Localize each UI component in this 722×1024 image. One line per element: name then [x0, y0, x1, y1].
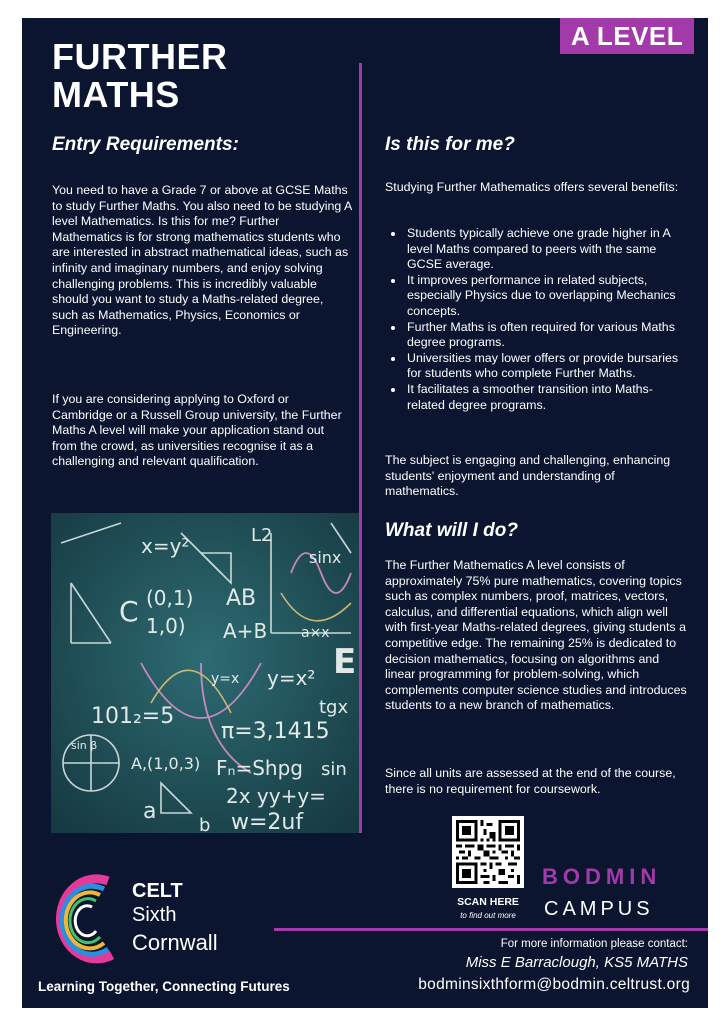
chalk-eq-12: tgx	[319, 697, 349, 718]
chalkboard-math-image	[51, 513, 359, 833]
benefit-item: It facilitates a smoother transition into Maths-related degree programs.	[385, 382, 690, 413]
page-title	[52, 38, 352, 114]
chalk-eq-22: a×x	[301, 625, 330, 641]
chalk-eq-21: E	[333, 642, 357, 682]
chalk-eq-13: A,(1,0,3)	[131, 754, 201, 773]
chalk-eq-15: sin	[321, 759, 347, 780]
is-this-for-me-heading: Is this for me?	[385, 134, 515, 155]
chalk-eq-4: (0,1)	[146, 586, 194, 610]
what-will-i-do-paragraph-1: The Further Mathematics A level consists of approximately 75% pure mathematics, covering topics such as complex numbers, proof, matrices, vectors, calculus, and differential equations, which align well with first-year Maths-related degrees, giving students a competitive edge. The remaining 25% is dedicated to decision mathematics, focusing on algorithms and linear programming for problem-solving, which complements computer science studies and introduces students to a new branch of mathematics.	[385, 558, 687, 713]
chalk-eq-14: Fₙ=Shpg	[216, 756, 303, 780]
benefit-item: Further Maths is often required for various Maths degree programs.	[385, 320, 690, 351]
horizontal-divider	[274, 928, 708, 931]
tagline: Learning Together, Connecting Futures	[38, 979, 290, 994]
entry-paragraph-1: You need to have a Grade 7 or above at GCSE Maths to study Further Maths. You also need to be studying A level Mathematics. Is this for me? Further Mathematics is for strong mathematics students who are interested in abstract mathematical ideas, such as infinity and imaginary numbers, and enjoy solving challenging problems. This is incredibly valuable should you want to study a Maths-related degree, such as Mathematics, Physics, Economics or Engineering.	[52, 183, 352, 338]
chalkboard-drawing	[51, 513, 359, 833]
chalk-eq-23: y=x	[211, 671, 240, 687]
chalk-eq-9: y=x²	[267, 666, 316, 690]
scan-here-sublabel: to find out more	[460, 911, 516, 920]
qr-code[interactable]	[452, 816, 524, 888]
for-me-intro: Studying Further Mathematics offers several benefits:	[385, 180, 679, 194]
vertical-divider	[359, 63, 362, 833]
contact-email-link[interactable]: bodminsixthform@bodmin.celtrust.org	[418, 976, 690, 993]
for-me-outro: The subject is engaging and challenging, enhancing students' enjoyment and understanding of mathematics.	[385, 453, 671, 499]
contact-name: Miss E Barraclough, KS5 MATHS	[465, 954, 688, 971]
a-level-badge: A LEVEL	[560, 18, 694, 54]
logo-celt-text: CELT	[132, 880, 183, 902]
title-line-1: FURTHER	[52, 36, 228, 77]
what-will-i-do-paragraph-2: Since all units are assessed at the end of the course, there is no requirement for coursework.	[385, 766, 676, 796]
chalk-eq-11: π=3,1415	[221, 719, 330, 744]
chalk-eq-19: a	[143, 799, 157, 824]
chalk-eq-10: 101₂=5	[91, 704, 175, 729]
chalk-eq-2: L2	[251, 525, 273, 546]
chalk-eq-6: AB	[226, 586, 257, 611]
logo-cornwall-text: Cornwall	[132, 930, 218, 955]
chalk-eq-20: b	[199, 815, 211, 833]
campus-name: BODMIN	[542, 864, 662, 889]
chalk-eq-5: 1,0)	[146, 614, 186, 638]
chalk-eq-1: x=y²	[141, 534, 190, 558]
celt-logo-icon	[38, 863, 134, 973]
benefits-list	[385, 226, 690, 413]
chalk-eq-8: C	[119, 595, 139, 628]
what-will-i-do-heading: What will I do?	[385, 520, 518, 541]
chalk-eq-3: sinx	[309, 548, 342, 567]
entry-paragraph-2: If you are considering applying to Oxford or Cambridge or a Russell Group university, the Further Maths A level will make your application stand out from the crowd, as universities recognise it as a challenging and relevant qualification.	[52, 392, 342, 469]
chalk-eq-18: sin β	[71, 739, 98, 752]
chalk-eq-16: 2x yy+y=	[226, 784, 326, 808]
benefit-item: Students typically achieve one grade higher in A level Maths compared to peers with the same GCSE average.	[385, 226, 690, 273]
scan-here-label: SCAN HERE	[457, 896, 519, 908]
benefit-item: Universities may lower offers or provide bursaries for students who complete Further Maths.	[385, 351, 690, 382]
benefit-item: It improves performance in related subjects, especially Physics due to overlapping Mechanics concepts.	[385, 273, 690, 320]
contact-label: For more information please contact:	[500, 938, 688, 950]
campus-label: CAMPUS	[544, 898, 654, 920]
logo-sixth-text: Sixth	[132, 904, 177, 926]
page	[22, 18, 708, 1008]
chalk-eq-17: w=2uf	[231, 810, 304, 833]
chalk-eq-7: A+B	[223, 619, 268, 643]
entry-requirements-heading: Entry Requirements:	[52, 134, 239, 155]
qr-code-icon	[456, 820, 520, 884]
title-line-2: MATHS	[52, 74, 180, 115]
